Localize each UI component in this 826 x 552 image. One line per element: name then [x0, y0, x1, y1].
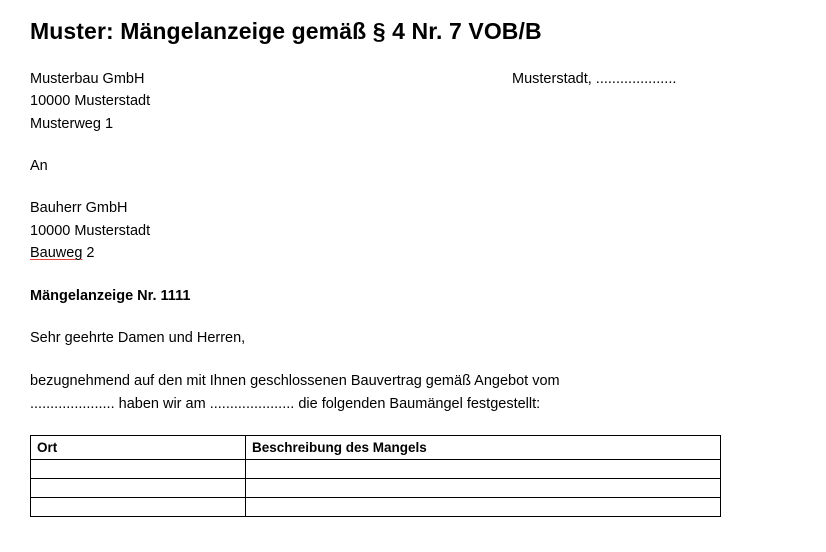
recipient-line-company: Bauherr GmbH [30, 200, 128, 217]
spacer [30, 307, 798, 327]
recipient-street-number: 2 [82, 245, 95, 262]
sender-block [30, 68, 798, 135]
body-line-1: bezugnehmend auf den mit Ihnen geschlossenen Bauvertrag gemäß Angebot vom [30, 372, 560, 389]
recipient-block [30, 197, 798, 264]
page-title: Muster: Mängelanzeige gemäß § 4 Nr. 7 VOB/B [30, 18, 542, 44]
sender-line-company: Musterbau GmbH [30, 70, 145, 87]
table-header-beschreibung: Beschreibung des Mangels [246, 435, 721, 459]
spacer [30, 265, 798, 285]
recipient-line-city: 10000 Musterstadt [30, 222, 151, 239]
spacer [30, 350, 798, 370]
subject-line: Mängelanzeige Nr. 1111 [30, 287, 191, 304]
table-header-ort: Ort [31, 435, 246, 459]
sender-line-city: 10000 Musterstadt [30, 93, 151, 110]
table-cell-beschreibung[interactable] [246, 478, 721, 497]
sender-line-street: Musterweg 1 [30, 115, 114, 132]
salutation: Sehr geehrte Damen und Herren, [30, 330, 246, 347]
table-row[interactable] [31, 478, 721, 497]
place-and-date: Musterstadt, .................... [512, 70, 677, 87]
table-row[interactable] [31, 497, 721, 516]
spacer [30, 177, 798, 197]
recipient-line-street [30, 242, 798, 264]
spacer [30, 135, 798, 155]
addressee-prefix: An [30, 158, 48, 174]
table-cell-ort[interactable] [31, 497, 246, 516]
table-cell-ort[interactable] [31, 459, 246, 478]
body-line-2: ..................... haben wir am ..................... die folgenden Baumängel festgestellt: [30, 396, 541, 413]
table-cell-beschreibung[interactable] [246, 497, 721, 516]
body-paragraph [30, 370, 710, 417]
table-cell-beschreibung[interactable] [246, 459, 721, 478]
table-header-row [31, 435, 721, 459]
table-cell-ort[interactable] [31, 478, 246, 497]
table-row[interactable] [31, 459, 721, 478]
spellcheck-underlined-word: Bauweg [30, 245, 83, 262]
defects-table [30, 435, 721, 517]
